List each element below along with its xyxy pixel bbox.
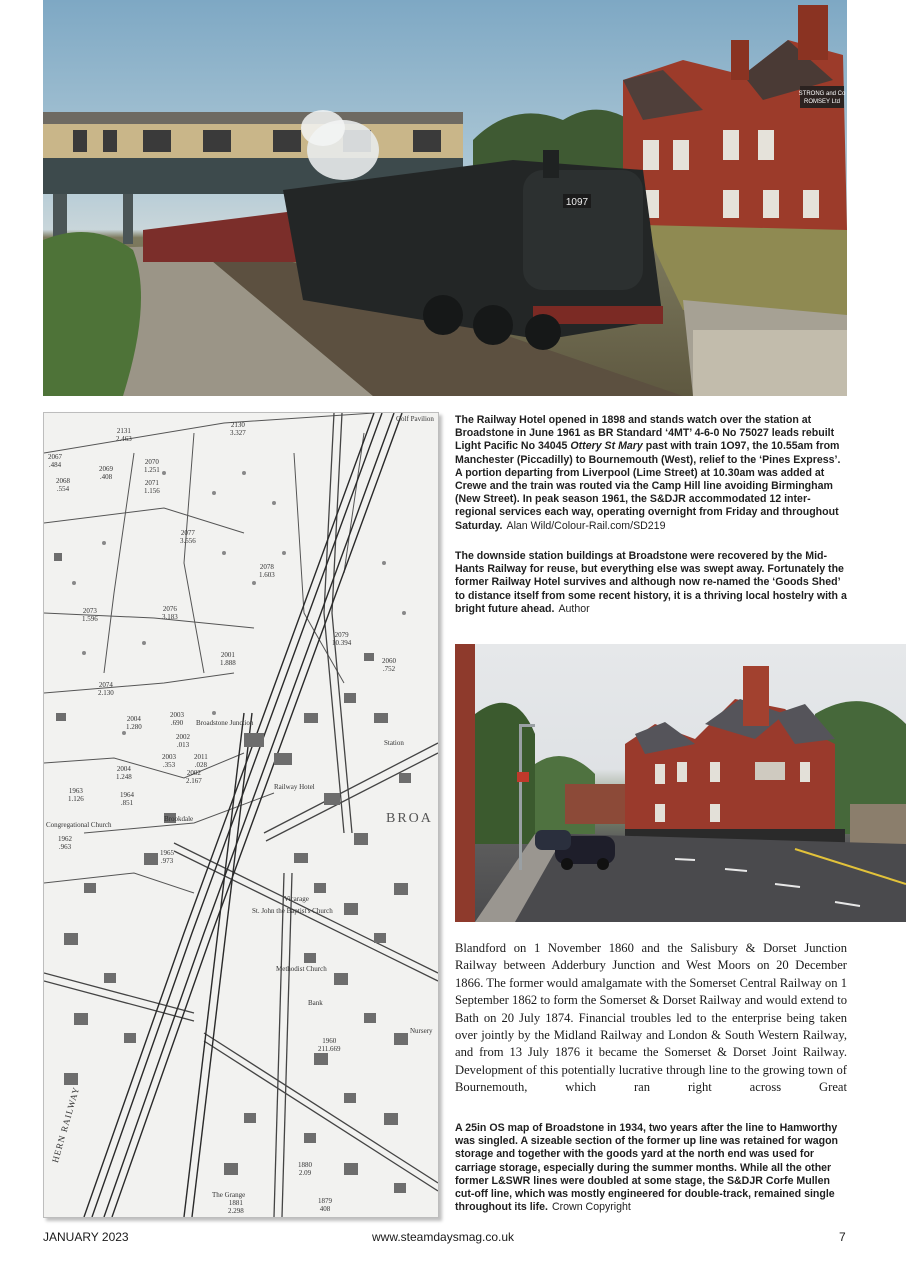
map-parcel-label: 2071 1.156 (144, 479, 160, 495)
map-feature-station: Station (384, 739, 404, 747)
map-parcel-label: 2068 .554 (56, 477, 70, 493)
map-parcel-label: 2001 1.888 (220, 651, 236, 667)
caption-map (455, 1122, 847, 1214)
locomotive-number: 1097 (565, 197, 589, 208)
caption-hotel-photo (455, 550, 847, 616)
map-parcel-label: 1960 211.669 (318, 1037, 341, 1053)
map-parcel-label: 1879 408 (318, 1197, 332, 1213)
map-parcel-label: 2004 1.248 (116, 765, 132, 781)
caption-top-text-1: The Railway Hotel opened in 1898 and stands watch over the station at Broadstone in June 1961 as BR Standard ‘4MT’ 4-6-0 No 75027 leads rebuilt Light Pacific No 34045 (455, 414, 835, 453)
map-parcel-label: 2073 1.596 (82, 607, 98, 623)
map-railway-label: HERN RAILWAY (50, 1085, 82, 1164)
caption-top-locomotive-name: Ottery St Mary (570, 440, 643, 453)
body-text: Blandford on 1 November 1860 and the Salisbury & Dorset Junction Railway between Adderbury Junction and West Moors on 20 December 1866. The former would amalgamate with the Somerset Central Railway on 1 September 1862 to form the Somerset & Dorset Railway and would extend to Bath on 20 July 1874. Financial troubles led to the enterprise being taken over jointly by the Midland Railway and London & South Western Railway, and from 13 July 1876 it became the Somerset & Dorset Joint Railway. Development of this potentially lucrative through line to the growing town of Bournemouth, which ran right across Great (455, 941, 847, 1095)
map-parcel-label: 2131 2.463 (116, 427, 132, 443)
map-feature-vicarage: Vicarage (284, 895, 309, 903)
map-parcel-label: 2002 .013 (176, 733, 190, 749)
svg-text:STRONG and Co: STRONG and Co (798, 91, 846, 97)
map-parcel-label: 2077 3.556 (180, 529, 196, 545)
map-feature-church: St. John the Baptist's Church (252, 907, 333, 915)
map-parcel-label: 2078 1.603 (259, 563, 275, 579)
map-parcel-label: 1962 .963 (58, 835, 72, 851)
map-parcel-label: 2076 3.183 (162, 605, 178, 621)
map-parcel-label: 1880 2.09 (298, 1161, 312, 1177)
svg-text:ROMSEY Ltd: ROMSEY Ltd (804, 99, 840, 105)
map-parcel-label: 2060 .752 (382, 657, 396, 673)
map-parcel-label: 2011 .028 (194, 753, 208, 769)
map-parcel-label: 1964 .851 (120, 791, 134, 807)
map-parcel-label: 2130 3.327 (230, 421, 246, 437)
map-linework (44, 413, 438, 1217)
map-feature-golf: Golf Pavilion (396, 415, 434, 423)
caption-top-credit: Alan Wild/Colour-Rail.com/SD219 (506, 519, 666, 532)
map-place-label: BROA (386, 811, 433, 826)
map-feature-bank: Bank (308, 999, 323, 1007)
photo-broadstone-station-1961-illustration (43, 0, 847, 396)
map-parcel-label: 1881 2.298 (228, 1199, 244, 1215)
map-feature-methodist: Methodist Church (276, 965, 327, 973)
map-parcel-label: 2074 2.130 (98, 681, 114, 697)
map-parcel-label: 1965 .973 (160, 849, 174, 865)
map-feature-brookdale: Brookdale (164, 815, 194, 823)
map-feature-hotel: Railway Hotel (274, 783, 315, 791)
caption-hotel-credit: Author (558, 602, 590, 615)
map-feature-congregational: Congregational Church (46, 821, 112, 829)
map-parcel-label: 2004 1.280 (126, 715, 142, 731)
photo-railway-hotel-today (455, 644, 906, 922)
photo-broadstone-station-1961 (43, 0, 847, 396)
caption-map-credit: Crown Copyright (551, 1201, 631, 1214)
map-parcel-label: 2070 1.251 (144, 458, 160, 474)
footer-issue-date: JANUARY 2023 (43, 1230, 129, 1244)
caption-top-text-2: past with train 1O97, the 10.55am from Manchester (Piccadilly) to Bournemouth (West), relief to the ‘Pines Express’. A portion departing from Liverpool (Lime Street) at 10.30am was added at Crewe and the train was routed via the Camp Hill line avoiding Birmingham (New Street). In peak season 1961, the S&DJR accommodated 12 inter-regional services each way, operating overnight from Friday and throughout Saturday. (455, 440, 841, 532)
map-feature-nursery: Nursery (410, 1027, 433, 1035)
caption-top-photo (455, 414, 847, 533)
caption-map-text: A 25in OS map of Broadstone in 1934, two years after the line to Hamworthy was singled. A sizeable section of the former up line was retained for wagon storage and together with the goods yard at the north end was used for carriage storage, especially during the summer months. While all the other former L&SWR lines were doubled at some stage, the S&DJR Corfe Mullen cut-off line, which was mostly engineered for double-track, remained single throughout its life. (455, 1122, 839, 1214)
os-map-broadstone-1934 (43, 412, 439, 1218)
map-parcel-label: 2003 .353 (162, 753, 176, 769)
map-parcel-label: 2067 .484 (48, 453, 62, 469)
footer-website-link[interactable]: www.steamdaysmag.co.uk (372, 1230, 515, 1244)
map-parcel-label: 2069 .408 (99, 465, 113, 481)
map-parcel-label: 2003 .690 (170, 711, 184, 727)
map-parcel-label: 1963 1.126 (68, 787, 84, 803)
map-parcel-label: 2002 2.167 (186, 769, 202, 785)
map-feature-junction: Broadstone Junction (196, 719, 254, 727)
footer-page-number: 7 (839, 1230, 846, 1244)
map-parcel-label: 2079 10.394 (332, 631, 352, 647)
map-feature-grange: The Grange (212, 1191, 246, 1199)
photo-railway-hotel-today-illustration (455, 644, 906, 922)
caption-hotel-text: The downside station buildings at Broadstone were recovered by the Mid-Hants Railway for reuse, but everything else was swept away. Fortunately the former Railway Hotel survives and although now re-named the ‘Goods Shed’ to distance itself from some recent history, it is a thriving local hostelry with a bright future ahead. (455, 550, 847, 615)
